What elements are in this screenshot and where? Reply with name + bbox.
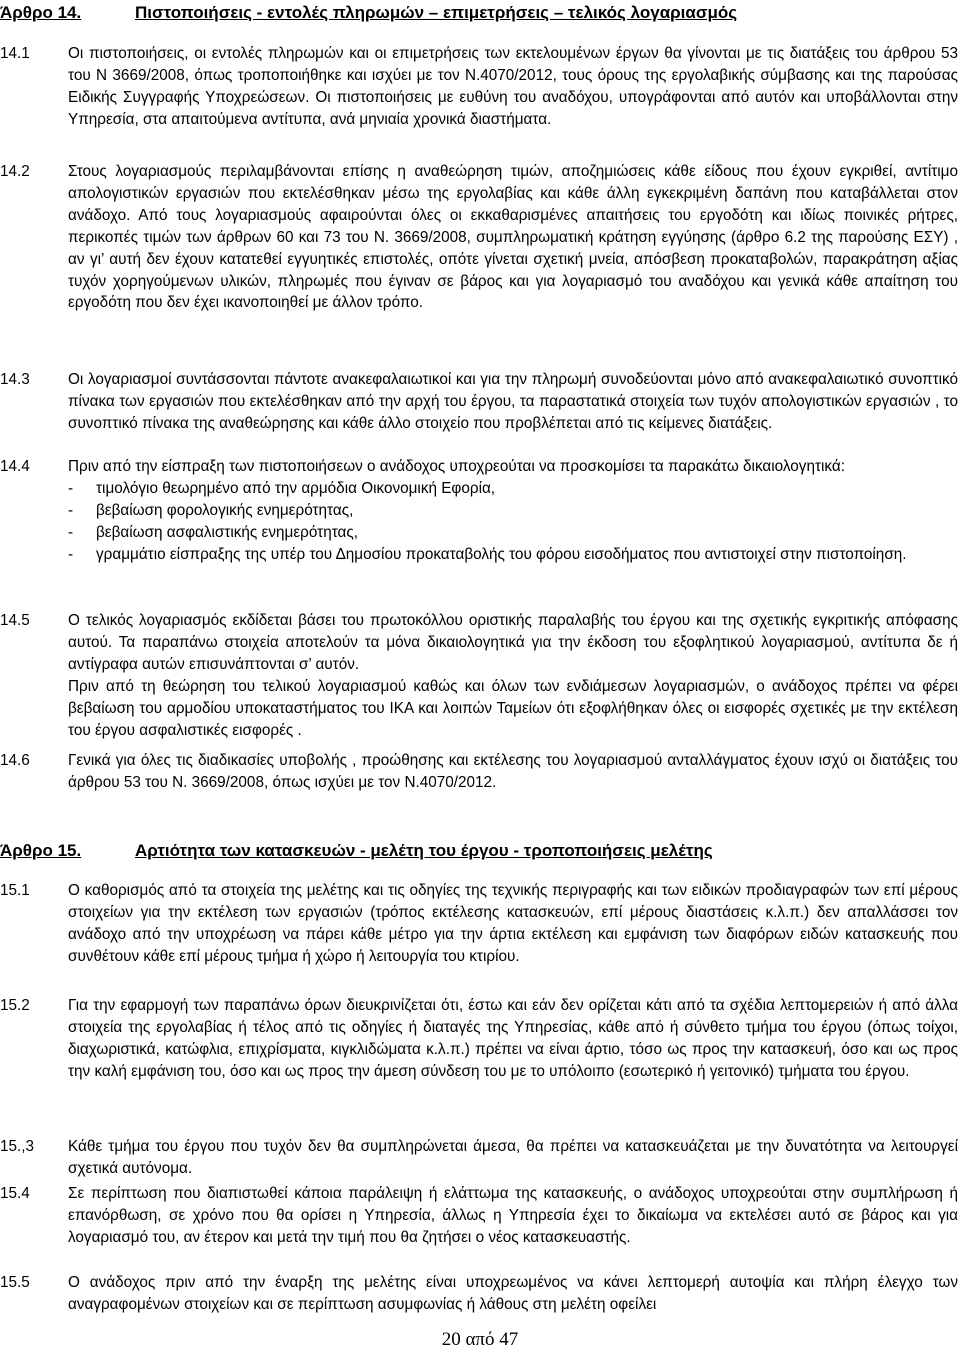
page-number: 20 από 47 <box>441 1329 519 1350</box>
clause-number: 15.5 <box>0 1274 30 1291</box>
clause-15-1 <box>0 880 958 968</box>
clause-number: 14.6 <box>0 752 30 769</box>
article-15-label: Άρθρο 15. <box>0 841 82 860</box>
clause-text: Ο τελικός λογαριασμός εκδίδεται βάσει του πρωτοκόλλου οριστικής παραλαβής του έργου και της σχετικής εγκριτικής απόφασης αυτού. Τα παραπάνω στοιχεία αποτελούν τα μόνα δικαιολογητικά για την έκδοση του εξοφλητικού λογαριασμού, αντίτυπα δε ή αντίγραφα αυτών επισυνάπτονται σ’ αυτόν. <box>68 612 958 673</box>
clause-14-4 <box>0 456 958 566</box>
clause-text: Για την εφαρμογή των παραπάνω όρων διευκρινίζεται ότι, έστω και εάν δεν ορίζεται κάτι από τα σχέδια λεπτομερειών ή από άλλα στοιχεία της εργολαβίας ή τέλος από τις οδηγίες ή διαταγές της Υπηρεσίας, κάθε από ή σύνθετο τμήμα του έργου (όπως τοίχοι, διαχωριστικά, κατώφλια, επιχρίσματα, κιγκλιδώματα κ.λ.π.) πρέπει να είναι άρτιο, τόσο ως προς την κατασκευή, όσο και ως προς την καλή εμφάνιση του, όσο και ως προς την άμεση σύνδεση του με το υπόλοιπο (εσωτερικό ή γειτονικό) τμήματα του έργου. <box>68 997 958 1080</box>
clause-14-6 <box>0 750 958 794</box>
clause-text: Γενικά για όλες τις διαδικασίες υποβολής , προώθησης και εκτέλεσης του λογαριασμού ανταλλάγματος έχουν ισχύ οι διατάξεις του άρθρου 53 του Ν. 3669/2008, όπως ισχύει με τον Ν.4070/2012. <box>68 752 958 791</box>
list-item: - βεβαίωση φορολογικής ενημερότητας, <box>68 501 354 519</box>
clause-15-2 <box>0 995 958 1083</box>
clause-14-3 <box>0 369 958 435</box>
article-15-heading <box>0 840 713 862</box>
article-14-title: Πιστοποιήσεις - εντολές πληρωμών – επιμετρήσεις – τελικός λογαριασμός <box>135 3 738 22</box>
clause-text: Οι λογαριασμοί συντάσσονται πάντοτε ανακεφαλαιωτικοί και για την πληρωμή συνοδεύονται μόνο από ανακεφαλαιωτικό συνοπτικό πίνακα των εργασιών που εκτελέσθηκαν από την αρχή του έργου, τα παραστατικά στοιχεία των τυχόν απολογιστικών εργασιών , το συνοπτικό πίνακα της αναθεώρησης και κάθε άλλο στοιχείο που προβλέπεται από τις κείμενες διατάξεις. <box>68 371 958 432</box>
clause-15-4 <box>0 1183 958 1249</box>
clause-number: 14.3 <box>0 371 30 388</box>
clause-text: Ο ανάδοχος πριν από την έναρξη της μελέτης είναι υποχρεωμένος να κάνει λεπτομερή αυτοψία και πλήρη έλεγχο των αναγραφομένων στοιχείων και σε περίπτωση ασυμφωνίας ή λάθους στη μελέτη οφείλει <box>68 1274 958 1313</box>
clause-text: Κάθε τμήμα του έργου που τυχόν δεν θα συμπληρώνεται άμεσα, θα πρέπει να κατασκευάζεται με την δυνατότητα να λειτουργεί σχετικά αυτόνομα. <box>68 1138 958 1177</box>
clause-14-1 <box>0 43 958 131</box>
clause-text: Στους λογαριασμούς περιλαμβάνονται επίσης η αναθεώρηση τιμών, αποζημιώσεις κάθε είδους που έχουν εγκριθεί, αντίτιμο απολογιστικών εργασιών που εκτελέσθηκαν μέσω της εργολαβίας και κάθε άλλη εγκεκριμένη δαπάνη που καταβάλλεται στον ανάδοχο. Από τους λογαριασμούς αφαιρούνται όλες οι εκκαθαρισμένες απαιτήσεις του εργοδότη και ιδίως ποινικές ρήτρες, περικοπές τιμών των άρθρων 60 και 73 του Ν. 3669/2008, συμπληρωματική κράτηση εγγύησης (άρθρο 6.2 της παρούσης ΕΣΥ) , αν γι’ αυτή δεν έχουν κατατεθεί εγγυητικές επιστολές, οπότε γίνεται σχετική μνεία, απόσβεση προκαταβολών, παρακράτηση αξίας τυχόν χορηγούμενων υλικών, πληρωμές που έγιναν σε βάρος και για λογαριασμό του αναδόχου και γενικά κάθε απαίτηση του εργοδότη που δεν έχει ικανοποιηθεί με άλλον τρόπο. <box>68 163 958 312</box>
clause-15-3 <box>0 1136 958 1180</box>
article-14-label: Άρθρο 14. <box>0 3 82 22</box>
clause-number: 14.5 <box>0 612 30 629</box>
clause-text: Ο καθορισμός από τα στοιχεία της μελέτης και τις οδηγίες της τεχνικής περιγραφής και των ειδικών προδιαγραφών των επί μέρους στοιχείων για την εκτέλεση των εργασιών (τρόπος εκτέλεσης κατασκευών, επί μέρους διαστάσεις κ.λ.π.) δεν απαλλάσσει τον ανάδοχο από την υποχρέωση να πάρει κάθε μέτρο για την άρτια εκτέλεση και εμφάνιση των διαφόρων ειδών κατασκευής που συνθέτουν κάθε επί μέρους τμήμα ή χώρο ή λειτουργία του κτιρίου. <box>68 882 958 965</box>
document-list <box>68 478 958 566</box>
clause-number: 15.,3 <box>0 1138 35 1155</box>
clause-text: Πριν από την είσπραξη των πιστοποιήσεων ο ανάδοχος υποχρεούται να προσκομίσει τα παρακάτω δικαιολογητικά: <box>68 458 845 475</box>
clause-number: 15.1 <box>0 882 30 899</box>
clause-number: 14.2 <box>0 163 30 180</box>
clause-text: Οι πιστοποιήσεις, οι εντολές πληρωμών και οι επιμετρήσεις των εκτελουμένων έργων θα γίνονται με τις διατάξεις του άρθρου 53 του Ν 3669/2008, όπως τροποποιήθηκε και ισχύει με τον Ν.4070/2012, τους όρους της εργολαβικής σύμβασης και της παρούσας Ειδικής Συγγραφής Υποχρεώσεων. Οι πιστοποιήσεις με ευθύνη του αναδόχου, υπογράφονται από αυτόν και υποβάλλονται στην Υπηρεσία, στα απαιτούμενα αντίτυπα, ανά μηνιαία χρονικά διαστήματα. <box>68 45 958 128</box>
clause-15-5 <box>0 1272 958 1316</box>
article-14-heading <box>0 2 737 24</box>
list-item: - γραμμάτιο είσπραξης της υπέρ του Δημοσίου προκαταβολής του φόρου εισοδήματος που αντιστοιχεί στην πιστοποίηση. <box>68 545 907 563</box>
clause-text: Πριν από τη θεώρηση του τελικού λογαριασμού καθώς και όλων των ενδιάμεσων λογαριασμών, ο ανάδοχος πρέπει να φέρει βεβαίωση του αρμοδίου υποκαταστήματος του ΙΚΑ και λοιπών Ταμείων ότι εξοφλήθηκαν όλες οι εισφορές σχετικές με την εκτέλεση του έργου ασφαλιστικές εισφορές . <box>68 677 958 739</box>
list-item: - βεβαίωση ασφαλιστικής ενημερότητας, <box>68 523 358 541</box>
article-15-title: Αρτιότητα των κατασκευών - μελέτη του έργου - τροποποιήσεις μελέτης <box>135 841 713 860</box>
clause-14-5 <box>0 610 958 741</box>
clause-text: Σε περίπτωση που διαπιστωθεί κάποια παράλειψη ή ελάττωμα της κατασκευής, ο ανάδοχος υποχρεούται στην συμπλήρωση ή επανόρθωση, σε χρόνο που θα ορίσει η Υπηρεσία, άλλως η Υπηρεσία έχει το δικαίωμα να εκτελέσει αυτό σε βάρος και για λογαριασμό του, αν έτερον και μετά την τιμή που θα ζητήσει ο νέος κατασκευαστής. <box>68 1185 958 1246</box>
clause-number: 14.1 <box>0 45 30 62</box>
clause-number: 15.4 <box>0 1185 30 1202</box>
clause-number: 14.4 <box>0 458 30 475</box>
list-item: - τιμολόγιο θεωρημένο από την αρμόδια Οικονομική Εφορία, <box>68 479 496 497</box>
clause-14-2 <box>0 161 958 314</box>
clause-number: 15.2 <box>0 997 30 1014</box>
